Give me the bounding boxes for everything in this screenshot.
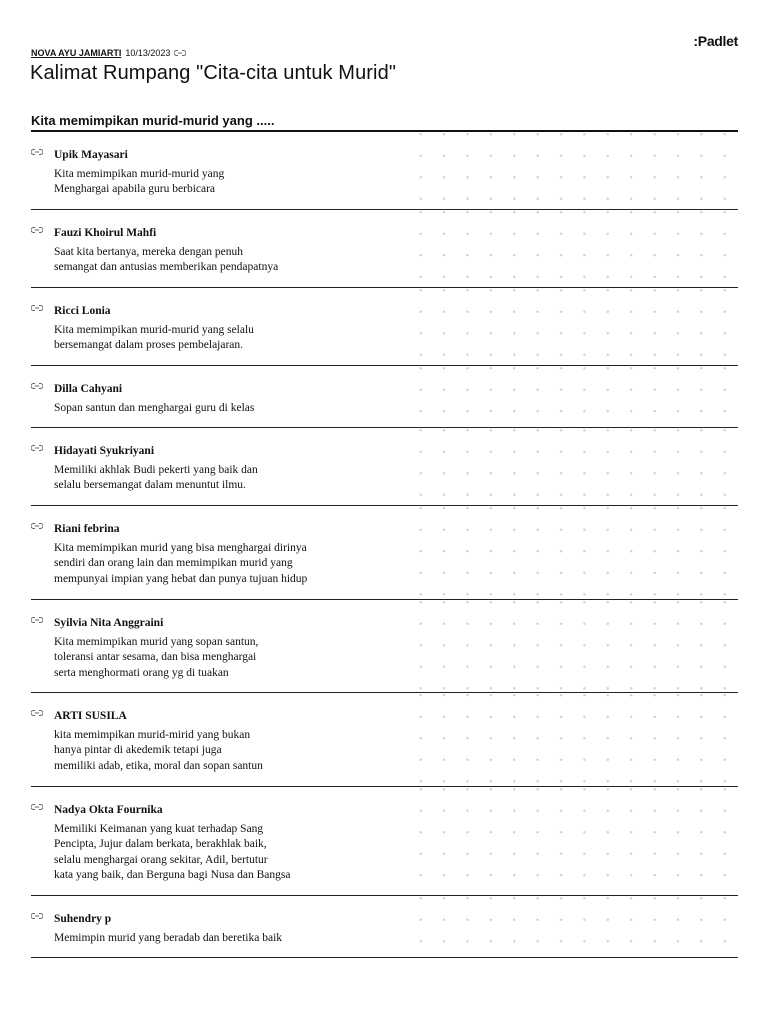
page-title: Kalimat Rumpang "Cita-cita untuk Murid" bbox=[30, 62, 397, 84]
post-body: Kita memimpikan murid yang bisa menghargai dirinya sendiri dan orang lain dan memimpikan murid yang mempunyai impian yang hebat dan punya tujuan hidup bbox=[54, 541, 308, 585]
dot-grid bbox=[409, 288, 738, 365]
post-list bbox=[31, 132, 738, 958]
post-body: Memimpin murid yang beradab dan beretika baik bbox=[54, 931, 283, 944]
dot-grid bbox=[409, 428, 738, 505]
post-author: Syilvia Nita Anggraini bbox=[54, 617, 164, 629]
post-card[interactable] bbox=[31, 428, 738, 506]
dot-grid bbox=[409, 366, 738, 427]
post-body: Kita memimpikan murid yang sopan santun, toleransi antar sesama, dan bisa menghargai serta menghormati orang yg di tuakan bbox=[54, 635, 259, 679]
post-card[interactable] bbox=[31, 600, 738, 693]
post-author: Upik Mayasari bbox=[54, 149, 128, 161]
post-body: Memiliki Keimanan yang kuat terhadap Sang Pencipta, Jujur dalam berkata, berakhlak baik, selalu menghargai orang sekitar, Adil, bertutur kata yang baik, dan Berguna bagi Nusa dan Bangsa bbox=[54, 822, 291, 882]
post-body: kita memimpikan murid-mirid yang bukan hanya pintar di akedemik tetapi juga memiliki adab, etika, moral dan sopan santun bbox=[54, 728, 263, 772]
post-card[interactable] bbox=[31, 896, 738, 958]
attachment-link-icon bbox=[31, 382, 43, 390]
attachment-link-icon bbox=[31, 709, 43, 717]
post-card[interactable] bbox=[31, 132, 738, 210]
post-author: Riani febrina bbox=[54, 523, 120, 535]
attachment-link-icon bbox=[31, 148, 43, 156]
dot-grid bbox=[409, 210, 738, 287]
post-card[interactable] bbox=[31, 506, 738, 600]
attachment-link-icon bbox=[31, 304, 43, 312]
post-card[interactable] bbox=[31, 366, 738, 428]
post-body: Sopan santun dan menghargai guru di kelas bbox=[54, 401, 255, 414]
post-author: Nadya Okta Fournika bbox=[54, 804, 163, 816]
dot-grid bbox=[409, 600, 738, 692]
padlet-logo: :Padlet bbox=[693, 33, 738, 49]
attachment-link-icon bbox=[31, 616, 43, 624]
section-title: Kita memimpikan murid-murid yang ..... bbox=[31, 113, 275, 128]
attachment-link-icon bbox=[31, 226, 43, 234]
attachment-link-icon bbox=[31, 444, 43, 452]
post-meta bbox=[31, 48, 186, 58]
dot-grid bbox=[409, 506, 738, 599]
post-author: Dilla Cahyani bbox=[54, 383, 123, 395]
post-body: Kita memimpikan murid-murid yang Menghargai apabila guru berbicara bbox=[54, 167, 225, 196]
attachment-link-icon bbox=[31, 803, 43, 811]
post-author: ARTI SUSILA bbox=[54, 710, 127, 722]
post-card[interactable] bbox=[31, 288, 738, 366]
post-card[interactable] bbox=[31, 787, 738, 896]
attachment-link-icon bbox=[31, 912, 43, 920]
post-body: Kita memimpikan murid-murid yang selalu bersemangat dalam proses pembelajaran. bbox=[54, 323, 254, 352]
post-body: Memiliki akhlak Budi pekerti yang baik dan selalu bersemangat dalam menuntut ilmu. bbox=[54, 463, 258, 492]
attachment-link-icon bbox=[31, 522, 43, 530]
dot-grid bbox=[409, 132, 738, 209]
dot-grid bbox=[409, 787, 738, 895]
post-card[interactable] bbox=[31, 693, 738, 787]
post-card[interactable] bbox=[31, 210, 738, 288]
post-body: Saat kita bertanya, mereka dengan penuh semangat dan antusias memberikan pendapatnya bbox=[54, 245, 279, 274]
dot-grid bbox=[409, 896, 738, 957]
meta-author[interactable]: NOVA AYU JAMIARTI bbox=[31, 48, 122, 58]
meta-date: 10/13/2023 bbox=[125, 48, 171, 58]
post-author: Ricci Lonia bbox=[54, 305, 111, 317]
post-author: Fauzi Khoirul Mahfi bbox=[54, 227, 157, 239]
post-author: Hidayati Syukriyani bbox=[54, 445, 155, 457]
post-author: Suhendry p bbox=[54, 913, 112, 925]
link-icon bbox=[174, 49, 186, 57]
dot-grid bbox=[409, 693, 738, 786]
